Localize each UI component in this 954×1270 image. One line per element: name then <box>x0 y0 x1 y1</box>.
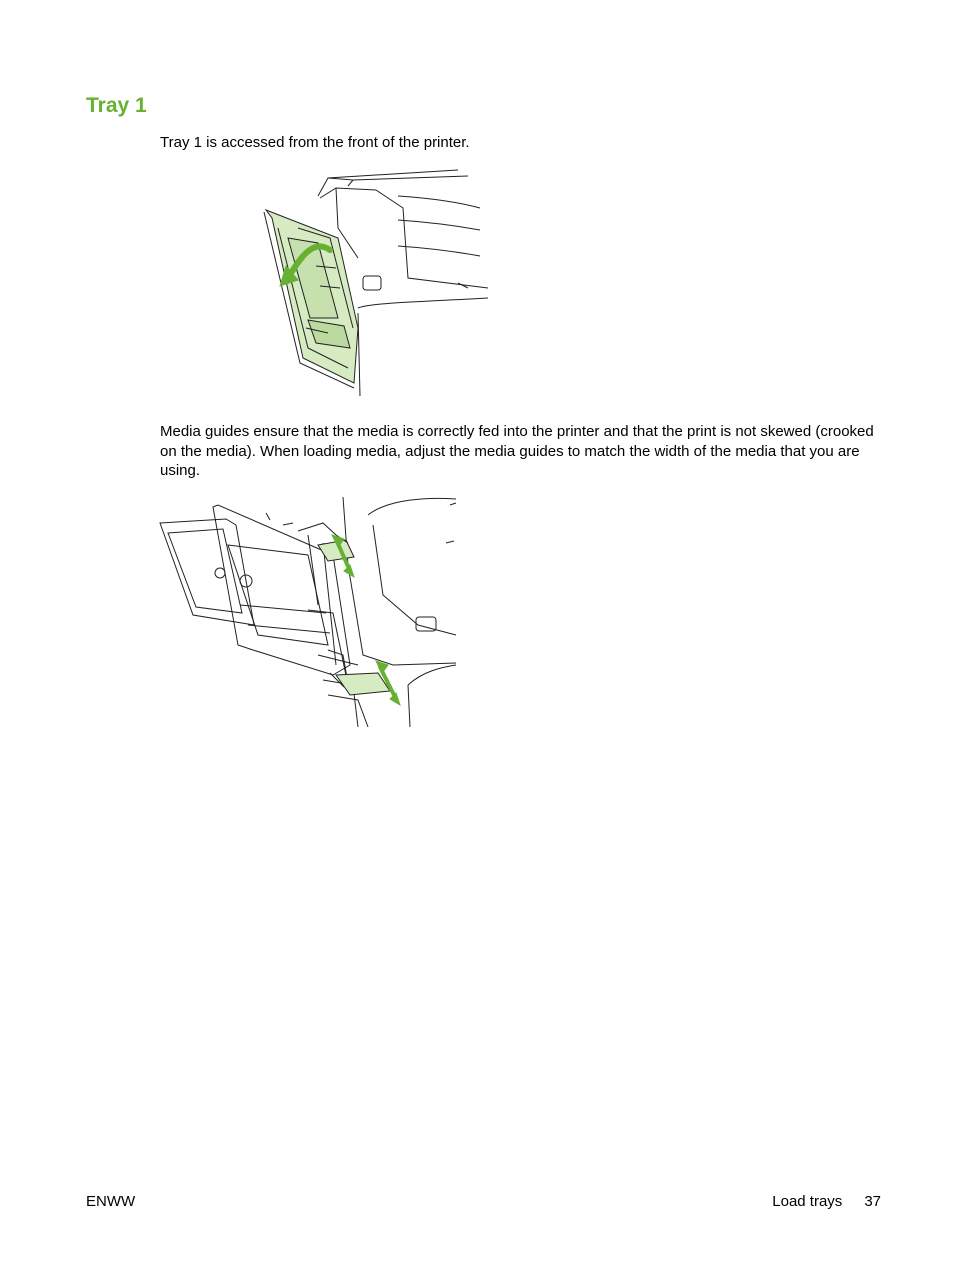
footer-section <box>772 1193 881 1210</box>
tray-open-illustration <box>258 168 494 398</box>
page-number: 37 <box>864 1193 881 1210</box>
intro-paragraph: Tray 1 is accessed from the front of the printer. <box>160 134 470 151</box>
media-guides-illustration <box>158 495 458 727</box>
footer-section-name: Load trays <box>772 1193 843 1210</box>
section-heading: Tray 1 <box>86 94 147 117</box>
footer-manual-code: ENWW <box>86 1193 136 1210</box>
media-guides-paragraph: Media guides ensure that the media is correctly fed into the printer and that the print is not skewed (crooked on the media). When loading media, adjust the media guides to match the width of the media that you are using. <box>160 423 874 479</box>
